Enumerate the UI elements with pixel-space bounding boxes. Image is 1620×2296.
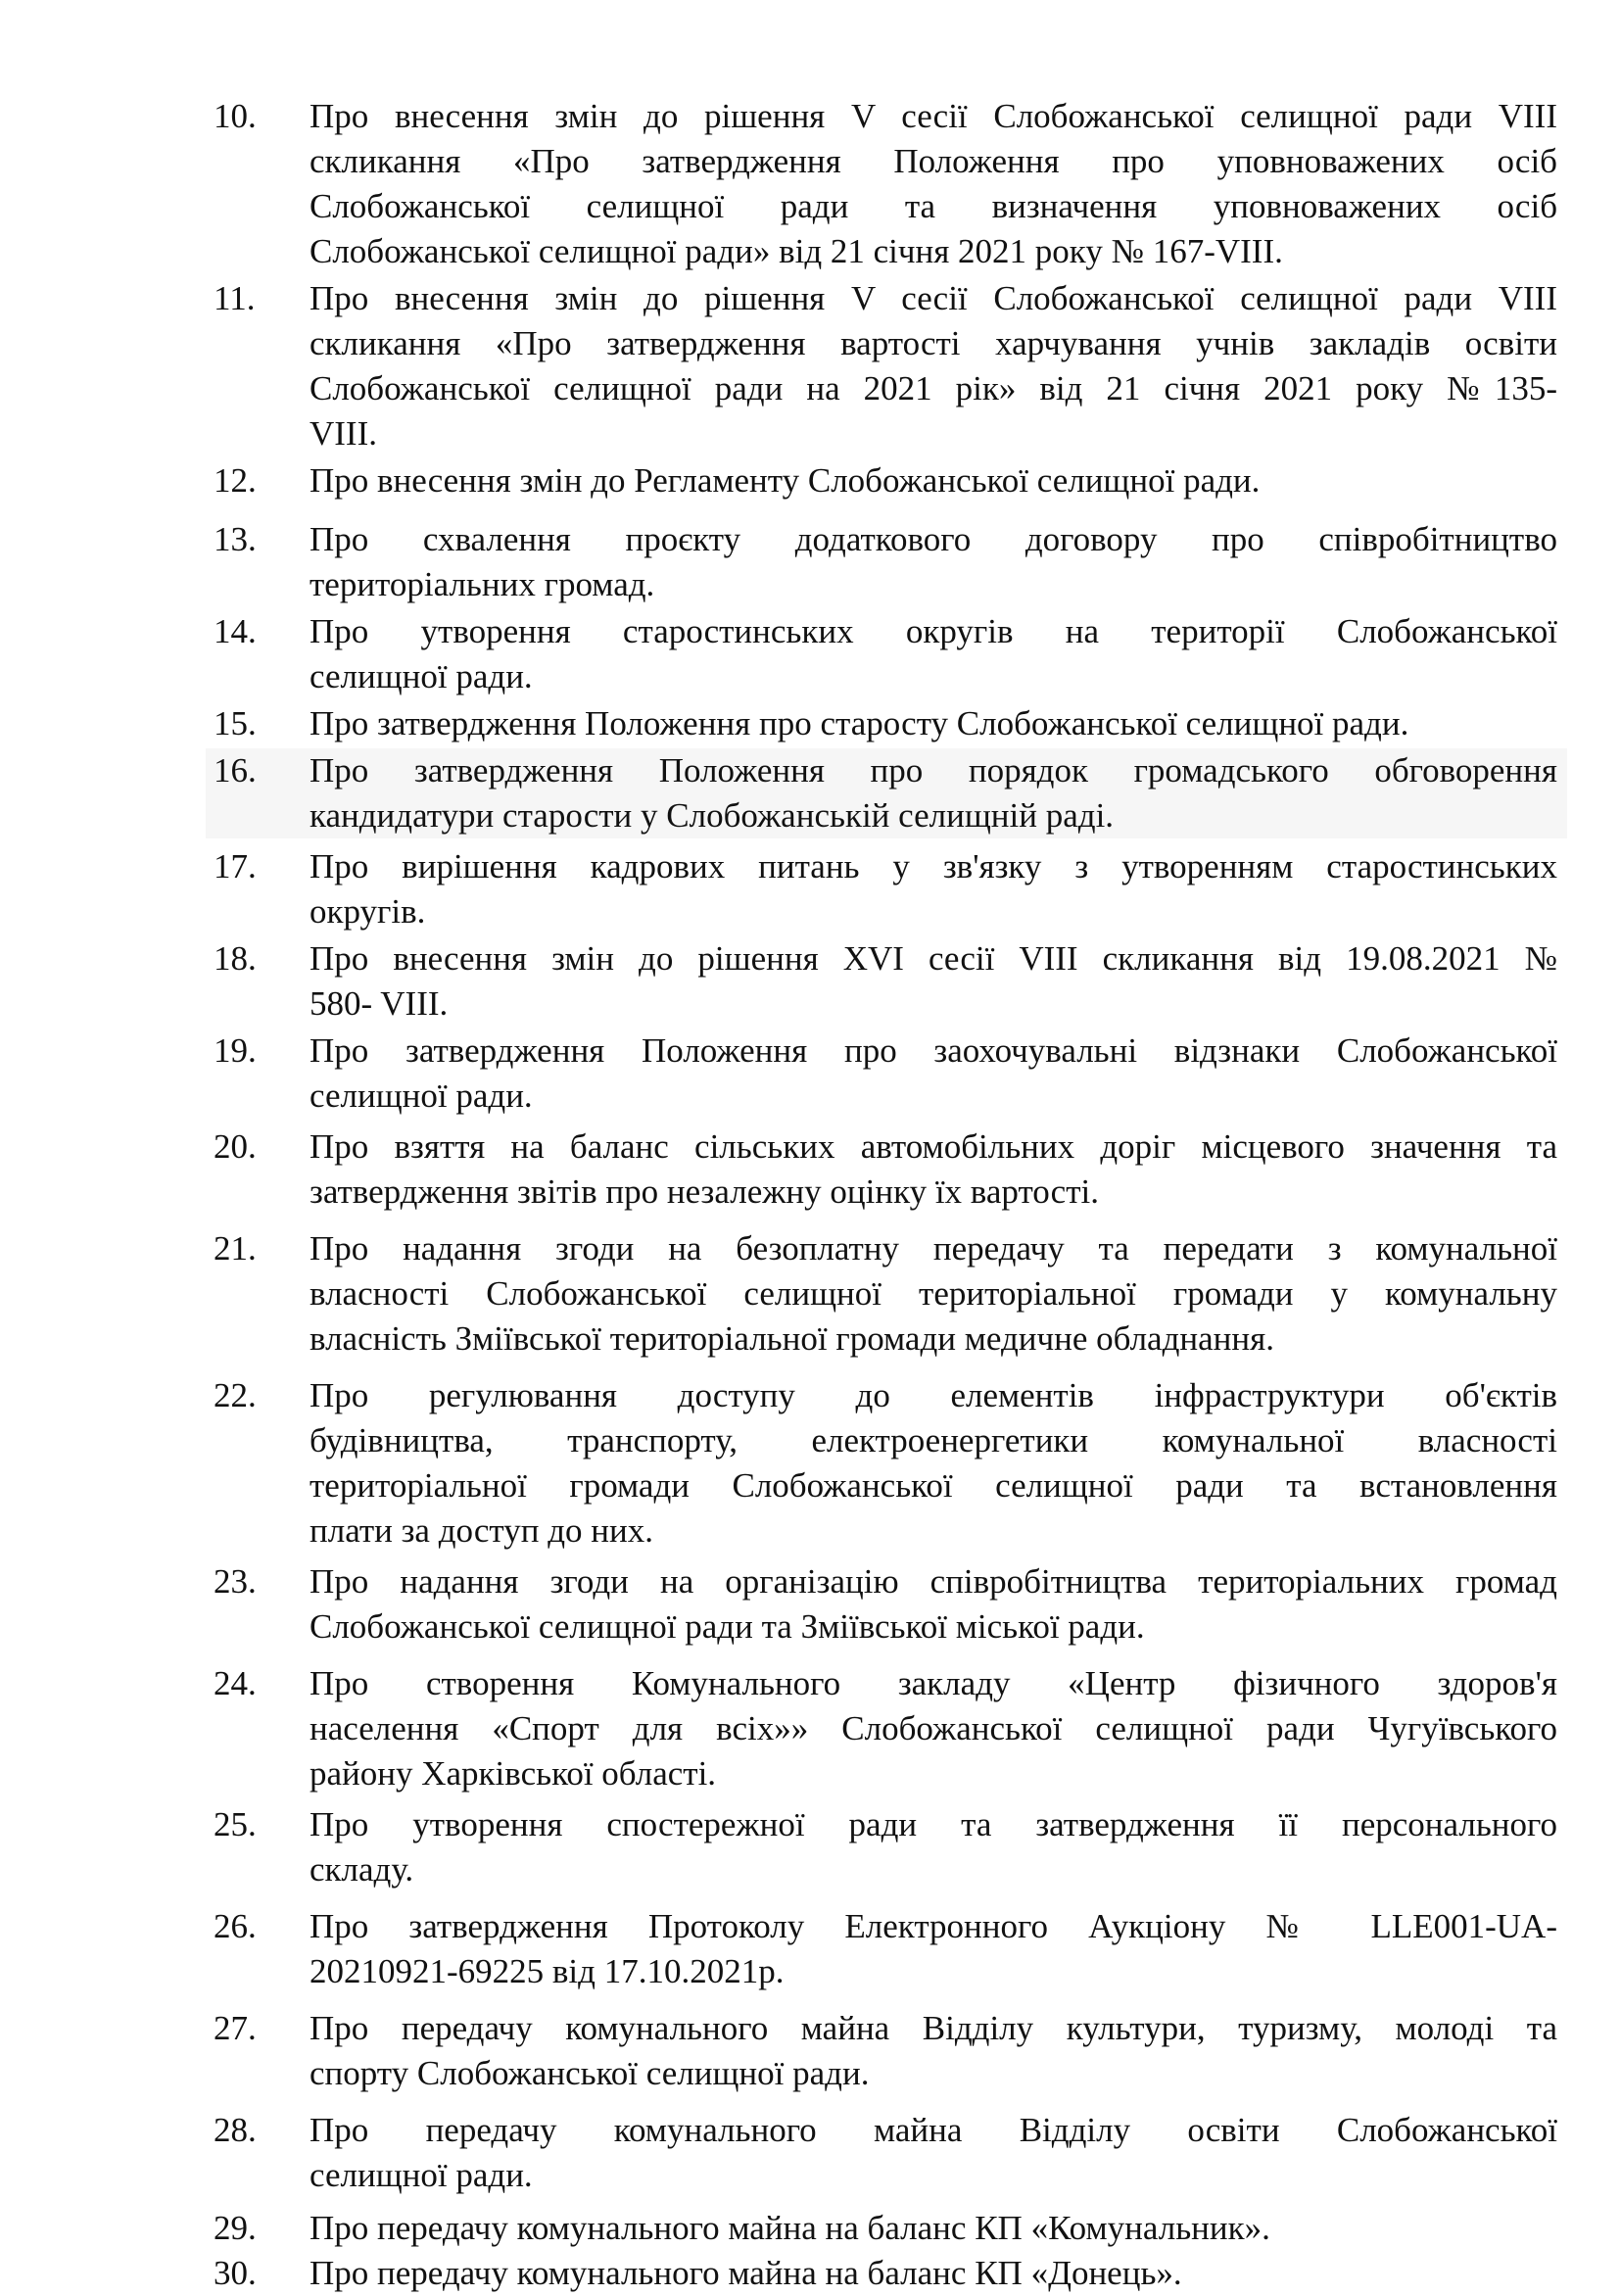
agenda-item xyxy=(0,94,1620,274)
agenda-item-line: 20210921-69225 від 17.10.2021р. xyxy=(310,1952,785,1990)
agenda-item-line: Про внесення змін до рішення V сесії Слобожанської селищної ради VIII xyxy=(310,97,1557,135)
agenda-item-text xyxy=(310,1226,1557,1362)
agenda-item-line: Про передачу комунального майна на баланс КП «Комунальник». xyxy=(310,2209,1270,2247)
agenda-item-text xyxy=(310,1028,1557,1119)
agenda-item-line: власність Зміївської територіальної громади медичне обладнання. xyxy=(310,1319,1274,1358)
agenda-item-number: 25. xyxy=(214,1805,257,1843)
agenda-item xyxy=(0,1124,1620,1215)
agenda-item-number: 19. xyxy=(214,1031,257,1070)
agenda-item-line: 580- VIII. xyxy=(310,984,449,1023)
agenda-item-number: 10. xyxy=(214,97,257,135)
agenda-item-text xyxy=(310,517,1557,607)
agenda-item xyxy=(0,1373,1620,1554)
agenda-list xyxy=(0,94,1620,2296)
agenda-item-line: Слобожанської селищної ради» від 21 січня 2021 року № 167-VIII. xyxy=(310,232,1283,270)
agenda-item xyxy=(0,936,1620,1027)
agenda-item-text xyxy=(310,1373,1557,1554)
agenda-item-line: Про затвердження Положення про порядок громадського обговорення xyxy=(310,751,1557,789)
agenda-item-text xyxy=(310,936,1557,1027)
agenda-item-line: Про передачу комунального майна Відділу освіти Слобожанської xyxy=(310,2111,1557,2149)
agenda-item-number: 13. xyxy=(214,520,257,558)
agenda-item-line: спорту Слобожанської селищної ради. xyxy=(310,2054,870,2092)
agenda-item-text xyxy=(310,1559,1557,1650)
agenda-item-text xyxy=(310,2206,1557,2251)
agenda-item xyxy=(0,2206,1620,2251)
agenda-item-text xyxy=(310,1904,1557,1994)
agenda-item xyxy=(0,1904,1620,1994)
agenda-item-line: скликання «Про затвердження Положення про уповноважених осіб xyxy=(310,142,1557,180)
agenda-item-line: населення «Спорт для всіх»» Слобожанської селищної ради Чугуївського xyxy=(310,1709,1557,1747)
agenda-item-line: Про взяття на баланс сільських автомобільних доріг місцевого значення та xyxy=(310,1127,1557,1166)
agenda-item-line: Про вирішення кадрових питань у зв'язку з утворенням старостинських xyxy=(310,847,1557,885)
agenda-item-number: 18. xyxy=(214,939,257,978)
agenda-item-line: плати за доступ до них. xyxy=(310,1511,654,1550)
agenda-item xyxy=(0,609,1620,699)
agenda-item-line: селищної ради. xyxy=(310,657,533,695)
agenda-item-line: Про утворення старостинських округів на території Слобожанської xyxy=(310,612,1557,650)
agenda-item-text xyxy=(310,844,1557,934)
agenda-item-line: Слобожанської селищної ради на 2021 рік» від 21 січня 2021 року №135- xyxy=(310,369,1557,407)
agenda-item-line: Про внесення змін до рішення V сесії Слобожанської селищної ради VIII xyxy=(310,279,1557,317)
agenda-item-line: Про внесення змін до рішення XVI сесії VIII скликання від 19.08.2021 № xyxy=(310,939,1557,978)
agenda-item xyxy=(0,2251,1620,2296)
agenda-item-line: Про утворення спостережної ради та затвердження її персонального xyxy=(310,1805,1557,1843)
agenda-item-line: скликання «Про затвердження вартості харчування учнів закладів освіти xyxy=(310,324,1557,362)
agenda-item-line: Слобожанської селищної ради та визначення уповноважених осіб xyxy=(310,187,1557,225)
agenda-item-line: складу. xyxy=(310,1850,414,1889)
agenda-item-line: округів. xyxy=(310,892,426,931)
agenda-item-line: Про передачу комунального майна на баланс КП «Донець». xyxy=(310,2254,1182,2292)
agenda-item-line: Про схвалення проєкту додаткового договору про співробітництво xyxy=(310,520,1557,558)
agenda-item-line: Про надання згоди на безоплатну передачу та передати з комунальної xyxy=(310,1229,1557,1268)
agenda-item-line: територіальної громади Слобожанської селищної ради та встановлення xyxy=(310,1466,1557,1505)
agenda-item xyxy=(0,1661,1620,1796)
agenda-item-line: Слобожанської селищної ради та Зміївської міської ради. xyxy=(310,1607,1145,1646)
agenda-item-text xyxy=(310,2108,1557,2198)
agenda-item-text xyxy=(310,94,1557,274)
agenda-item-number: 21. xyxy=(214,1229,257,1268)
agenda-item-number: 20. xyxy=(214,1127,257,1166)
agenda-item xyxy=(0,276,1620,456)
agenda-item-line: власності Слобожанської селищної територіальної громади у комунальну xyxy=(310,1274,1557,1313)
agenda-item-line: затвердження звітів про незалежну оцінку їх вартості. xyxy=(310,1172,1099,1211)
agenda-item xyxy=(0,748,1620,838)
agenda-item-number: 24. xyxy=(214,1664,257,1702)
agenda-item-line: Про затвердження Протоколу Електронного Аукціону № LLE001-UA- xyxy=(310,1907,1557,1945)
agenda-item-line: селищної ради. xyxy=(310,1076,533,1115)
agenda-item xyxy=(0,1226,1620,1362)
agenda-item-number: 11. xyxy=(214,279,256,317)
agenda-item-number: 23. xyxy=(214,1562,257,1601)
agenda-item-text xyxy=(310,1802,1557,1892)
agenda-item xyxy=(0,1802,1620,1892)
agenda-item-line: кандидатури старости у Слобожанській селищній раді. xyxy=(310,796,1115,835)
agenda-item-number: 29. xyxy=(214,2209,257,2247)
agenda-item xyxy=(0,1559,1620,1650)
agenda-item xyxy=(0,458,1620,503)
agenda-item-line: VIII. xyxy=(310,414,377,453)
agenda-item-text xyxy=(310,458,1557,503)
agenda-item xyxy=(0,2006,1620,2096)
agenda-item xyxy=(0,517,1620,607)
agenda-item-number: 26. xyxy=(214,1907,257,1945)
agenda-item-line: Про надання згоди на організацію співробітництва територіальних громад xyxy=(310,1562,1557,1601)
agenda-item-number: 28. xyxy=(214,2111,257,2149)
agenda-item-text xyxy=(310,609,1557,699)
agenda-item-text xyxy=(310,2006,1557,2096)
agenda-item xyxy=(0,1028,1620,1119)
agenda-item-text xyxy=(310,1661,1557,1796)
agenda-item-line: Про затвердження Положення про старосту Слобожанської селищної ради. xyxy=(310,704,1409,742)
agenda-item-line: Про створення Комунального закладу «Центр фізичного здоров'я xyxy=(310,1664,1557,1702)
agenda-item-number: 22. xyxy=(214,1376,257,1414)
agenda-item-line: Про внесення змін до Регламенту Слобожанської селищної ради. xyxy=(310,461,1261,500)
agenda-item xyxy=(0,701,1620,746)
agenda-item-text xyxy=(310,701,1557,746)
agenda-item-number: 17. xyxy=(214,847,257,885)
agenda-item xyxy=(0,844,1620,934)
agenda-item-text xyxy=(310,2251,1557,2296)
agenda-item-line: Про затвердження Положення про заохочувальні відзнаки Слобожанської xyxy=(310,1031,1557,1070)
agenda-item-number: 12. xyxy=(214,461,257,500)
agenda-item-text xyxy=(310,1124,1557,1215)
agenda-item-line: Про регулювання доступу до елементів інфраструктури об'єктів xyxy=(310,1376,1557,1414)
agenda-item-number: 16. xyxy=(214,751,257,789)
agenda-item-number: 30. xyxy=(214,2254,257,2292)
agenda-item-number: 15. xyxy=(214,704,257,742)
agenda-item-line: будівництва, транспорту, електроенергетики комунальної власності xyxy=(310,1421,1557,1459)
agenda-item-text xyxy=(310,276,1557,456)
agenda-item-line: територіальних громад. xyxy=(310,565,655,603)
agenda-item xyxy=(0,2108,1620,2198)
agenda-item-number: 27. xyxy=(214,2009,257,2047)
agenda-item-line: району Харківської області. xyxy=(310,1754,717,1793)
agenda-item-line: селищної ради. xyxy=(310,2156,533,2194)
agenda-item-number: 14. xyxy=(214,612,257,650)
agenda-item-line: Про передачу комунального майна Відділу культури, туризму, молоді та xyxy=(310,2009,1557,2047)
agenda-item-text xyxy=(310,748,1557,838)
